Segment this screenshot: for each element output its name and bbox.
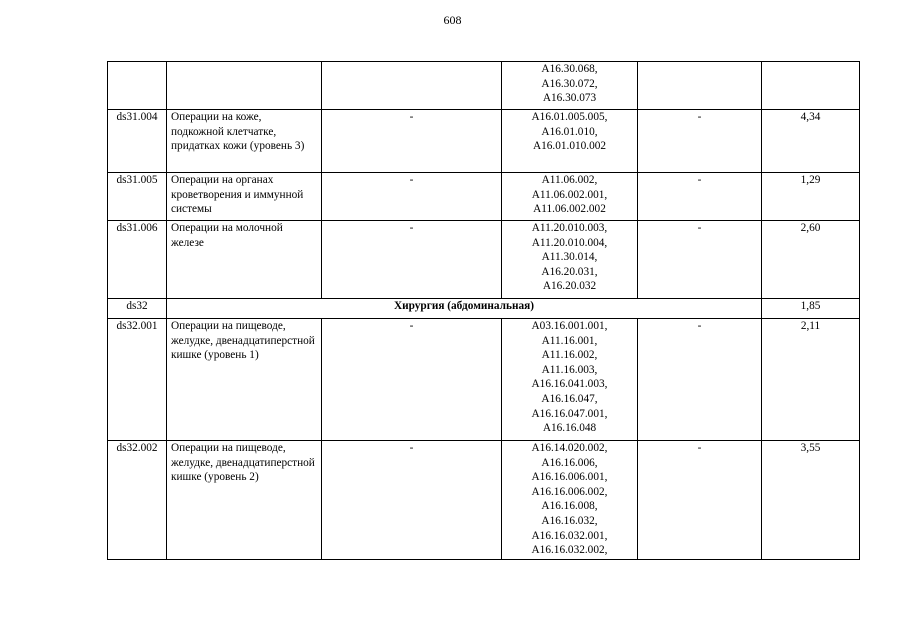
service-code: A16.01.010.002: [532, 140, 607, 153]
row-code: ds31.006: [108, 221, 167, 299]
row-name: [167, 62, 322, 110]
service-code: A16.01.005.005,: [531, 111, 608, 123]
row-coef: 2,60: [762, 221, 860, 299]
row-name: Операции на пищеводе, желудке, двенадцатиперстной кишке (уровень 1): [167, 319, 322, 441]
service-code: A11.06.002.002: [533, 203, 606, 216]
row-col3: -: [322, 173, 502, 221]
service-code: A11.30.014,: [541, 251, 598, 264]
service-code: A11.16.002,: [541, 349, 598, 362]
service-code: A16.16.047.001,: [531, 407, 608, 420]
row-col5: [638, 62, 762, 110]
service-code: A16.16.047,: [541, 392, 598, 405]
table-row: [108, 441, 860, 560]
row-services: [502, 110, 638, 173]
row-coef: 1,29: [762, 173, 860, 221]
service-code: A16.20.031,: [541, 265, 598, 278]
service-code: A11.20.010.004,: [531, 236, 608, 249]
service-code: A16.16.008,: [541, 500, 598, 513]
row-code: [108, 62, 167, 110]
row-col5: -: [638, 110, 762, 173]
service-code: A16.16.032.002,: [531, 544, 608, 557]
table-row: [108, 221, 860, 299]
service-code: A16.16.032,: [541, 514, 598, 527]
service-code: A16.30.073: [542, 92, 597, 105]
row-col3: -: [322, 110, 502, 173]
page-number: 608: [443, 13, 462, 27]
row-col3: -: [322, 221, 502, 299]
service-code: A03.16.001.001,: [531, 320, 608, 332]
service-code: A16.30.072,: [541, 77, 598, 90]
row-name: Операции на пищеводе, желудке, двенадцатиперстной кишке (уровень 2): [167, 441, 322, 560]
section-coef: 1,85: [762, 299, 860, 319]
row-col5: -: [638, 173, 762, 221]
row-name: Операции на молочной железе: [167, 221, 322, 299]
service-code: A11.20.010.003,: [531, 222, 608, 234]
service-code: A16.16.006.001,: [531, 471, 608, 484]
row-code: ds31.004: [108, 110, 167, 173]
row-services: [502, 221, 638, 299]
row-col3: [322, 62, 502, 110]
table-row: [108, 173, 860, 221]
row-coef: 4,34: [762, 110, 860, 173]
service-code: A11.16.001,: [541, 334, 598, 347]
row-name: Операции на органах кроветворения и иммунной системы: [167, 173, 322, 221]
service-code: A16.14.020.002,: [531, 442, 608, 454]
service-code: A11.16.003,: [541, 363, 598, 376]
table-row: [108, 319, 860, 441]
row-coef: 3,55: [762, 441, 860, 560]
table-row: [108, 62, 860, 110]
section-row: [108, 299, 860, 319]
tariff-table: [107, 61, 860, 560]
row-col5: -: [638, 221, 762, 299]
row-coef: 2,11: [762, 319, 860, 441]
row-services: [502, 319, 638, 441]
service-code: A16.16.048: [542, 422, 597, 435]
row-code: ds32.002: [108, 441, 167, 560]
row-services: [502, 62, 638, 110]
row-name: Операции на коже, подкожной клетчатке, придатках кожи (уровень 3): [167, 110, 322, 173]
section-title: Хирургия (абдоминальная): [167, 299, 762, 319]
service-code: A11.06.002,: [541, 174, 598, 186]
service-code: A16.16.006,: [541, 456, 598, 469]
section-code: ds32: [108, 299, 167, 319]
row-col3: -: [322, 441, 502, 560]
service-code: A16.16.006.002,: [531, 485, 608, 498]
service-code: A11.06.002.001,: [531, 188, 608, 201]
service-code: A16.01.010,: [541, 125, 598, 138]
row-col3: -: [322, 319, 502, 441]
row-code: ds32.001: [108, 319, 167, 441]
row-col5: -: [638, 319, 762, 441]
row-services: [502, 441, 638, 560]
row-code: ds31.005: [108, 173, 167, 221]
row-coef: [762, 62, 860, 110]
service-code: A16.30.068,: [541, 63, 598, 75]
row-col5: -: [638, 441, 762, 560]
service-code: A16.16.032.001,: [531, 529, 608, 542]
table-row: [108, 110, 860, 173]
row-services: [502, 173, 638, 221]
service-code: A16.16.041.003,: [531, 378, 608, 391]
service-code: A16.20.032: [542, 280, 597, 293]
